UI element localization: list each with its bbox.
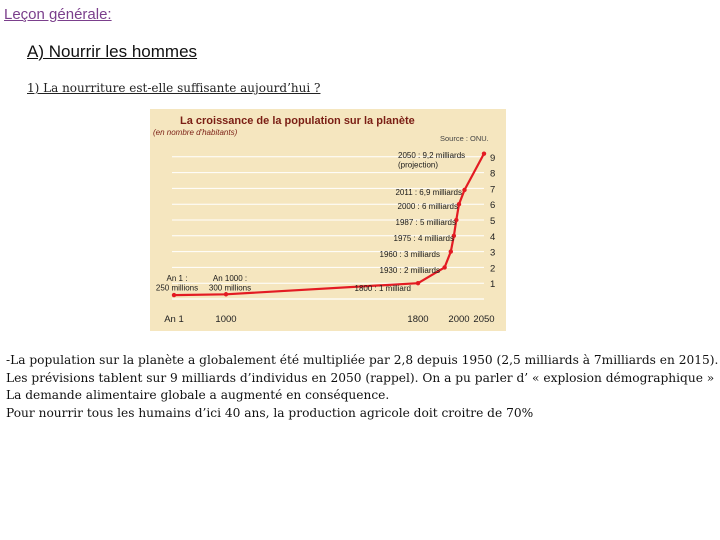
annotation-label (209, 274, 251, 293)
annotation-label (395, 188, 462, 197)
body-text (6, 352, 718, 422)
data-point (482, 151, 486, 155)
y-tick-label: 1 (490, 279, 496, 291)
annotation-label (355, 284, 411, 293)
population-chart (150, 109, 506, 331)
paragraph: Les prévisions tablent sur 9 milliards d’individus en 2050 (rappel). On a pu parler d’ « explosion démographique » (6, 370, 715, 385)
x-tick-label: 2050 (473, 314, 495, 325)
annotation-line: 1800 : 1 milliard (354, 284, 411, 293)
y-tick-label: 2 (490, 263, 496, 275)
y-tick-label: 3 (490, 247, 496, 259)
y-tick-label: 9 (490, 152, 496, 164)
annotation-line: 2000 : 6 milliards (397, 202, 458, 211)
section-title: A) Nourrir les hommes (27, 42, 198, 61)
y-tick-label: 5 (490, 216, 496, 227)
data-point (462, 188, 466, 192)
annotation-line: 1930 : 2 milliards (379, 266, 440, 275)
chart-subtitle: (en nombre d'habitants) (153, 128, 238, 137)
paragraph: La demande alimentaire globale a augmenté en conséquence. (6, 388, 390, 402)
annotation-label (380, 250, 440, 259)
annotation-label (398, 202, 458, 211)
x-tick-label: 2000 (448, 314, 470, 325)
data-point (442, 265, 446, 269)
annotation-line: 2011 : 6,9 milliards (395, 188, 462, 197)
annotation-label (156, 274, 198, 293)
data-point (449, 249, 453, 253)
annotation-line: 300 millions (208, 283, 252, 293)
annotation-line: 1960 : 3 milliards (379, 250, 440, 259)
y-tick-label: 4 (490, 231, 496, 243)
x-tick-label: An 1 (164, 314, 184, 325)
x-tick-label: 1000 (215, 314, 237, 325)
annotation-line: An 1000 : (212, 274, 248, 283)
annotation-line: 250 millions (155, 283, 199, 293)
annotation-label (380, 266, 440, 275)
annotation-label (396, 218, 456, 227)
lesson-title: Leçon générale: (4, 6, 112, 23)
annotation-line: 2050 : 9,2 milliards (398, 151, 466, 160)
y-tick-label: 8 (490, 168, 496, 180)
paragraph: -La population sur la planète a globalement été multipliée par 2,8 depuis 1950 (2,5 milliards à 7milliards en 2015). (6, 353, 719, 367)
annotation-line: 1975 : 4 milliards (393, 234, 454, 243)
annotation-line: 1987 : 5 milliards (395, 218, 456, 227)
chart-source: Source : ONU. (440, 134, 489, 143)
question-heading: 1) La nourriture est-elle suffisante aujourd’hui ? (27, 81, 321, 95)
data-point (172, 293, 176, 297)
y-tick-label: 7 (490, 184, 496, 196)
annotation-label (398, 151, 465, 170)
data-point (224, 292, 228, 296)
annotation-line: (projection) (398, 160, 439, 170)
annotation-label (394, 234, 454, 243)
paragraph: Pour nourrir tous les humains d’ici 40 ans, la production agricole doit croitre de 70% (6, 405, 534, 420)
x-tick-label: 1800 (407, 314, 429, 325)
chart-title: La croissance de la population sur la planète (180, 115, 415, 127)
annotation-line: An 1 : (166, 274, 188, 283)
y-tick-label: 6 (490, 200, 496, 212)
data-point (416, 281, 420, 285)
chart-svg (150, 109, 506, 331)
